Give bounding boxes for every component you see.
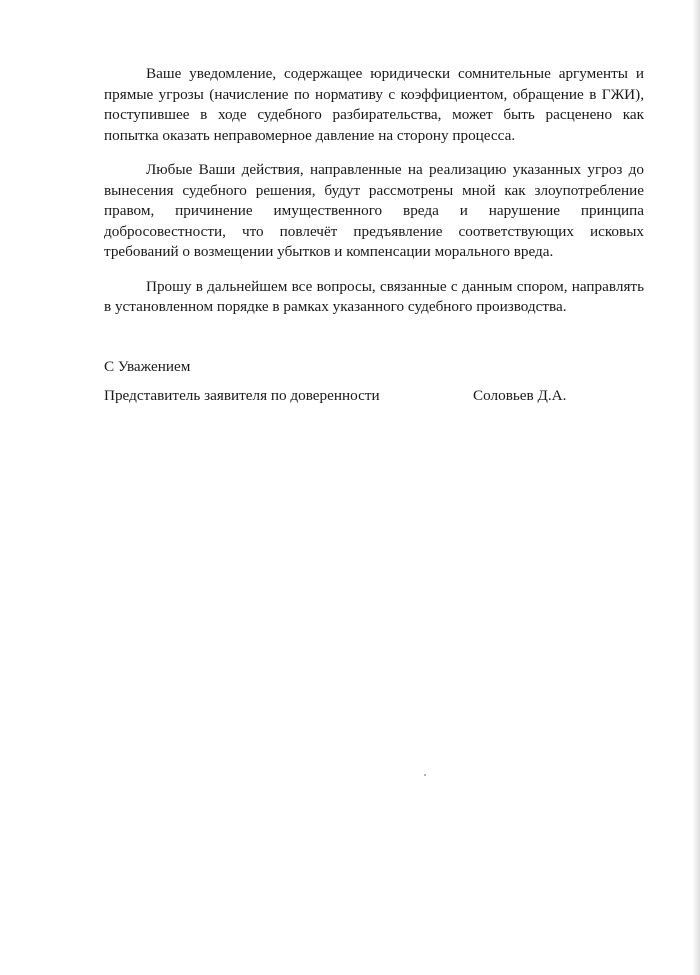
page-edge-shadow	[692, 0, 700, 975]
paragraph-warning: Любые Ваши действия, направленные на реализацию указанных угроз до вынесения судебного решения, будут рассмотрены мной как злоупотребление правом, причинение имущественного вреда и нарушение принципа добросовестности, что повлечёт предъявление соответствующих исковых требований о возмещении убытков и компенсации морального вреда.	[104, 161, 644, 260]
letter-body	[104, 64, 644, 332]
paragraph-notification: Ваше уведомление, содержащее юридически сомнительные аргументы и прямые угрозы (начисление по нормативу с коэффициентом, обращение в ГЖИ), поступившее в ходе судебного разбирательства, может быть расценено как попытка оказать неправомерное давление на сторону процесса.	[104, 65, 644, 144]
scan-speck	[424, 774, 426, 776]
closing-phrase: С Уважением	[104, 358, 191, 375]
paragraph-request: Прошу в дальнейшем все вопросы, связанные с данным спором, направлять в установленном порядке в рамках указанного судебного производства.	[104, 277, 644, 315]
signer-role: Представитель заявителя по доверенности	[104, 387, 380, 404]
signer-name: Соловьев Д.А.	[473, 387, 567, 404]
